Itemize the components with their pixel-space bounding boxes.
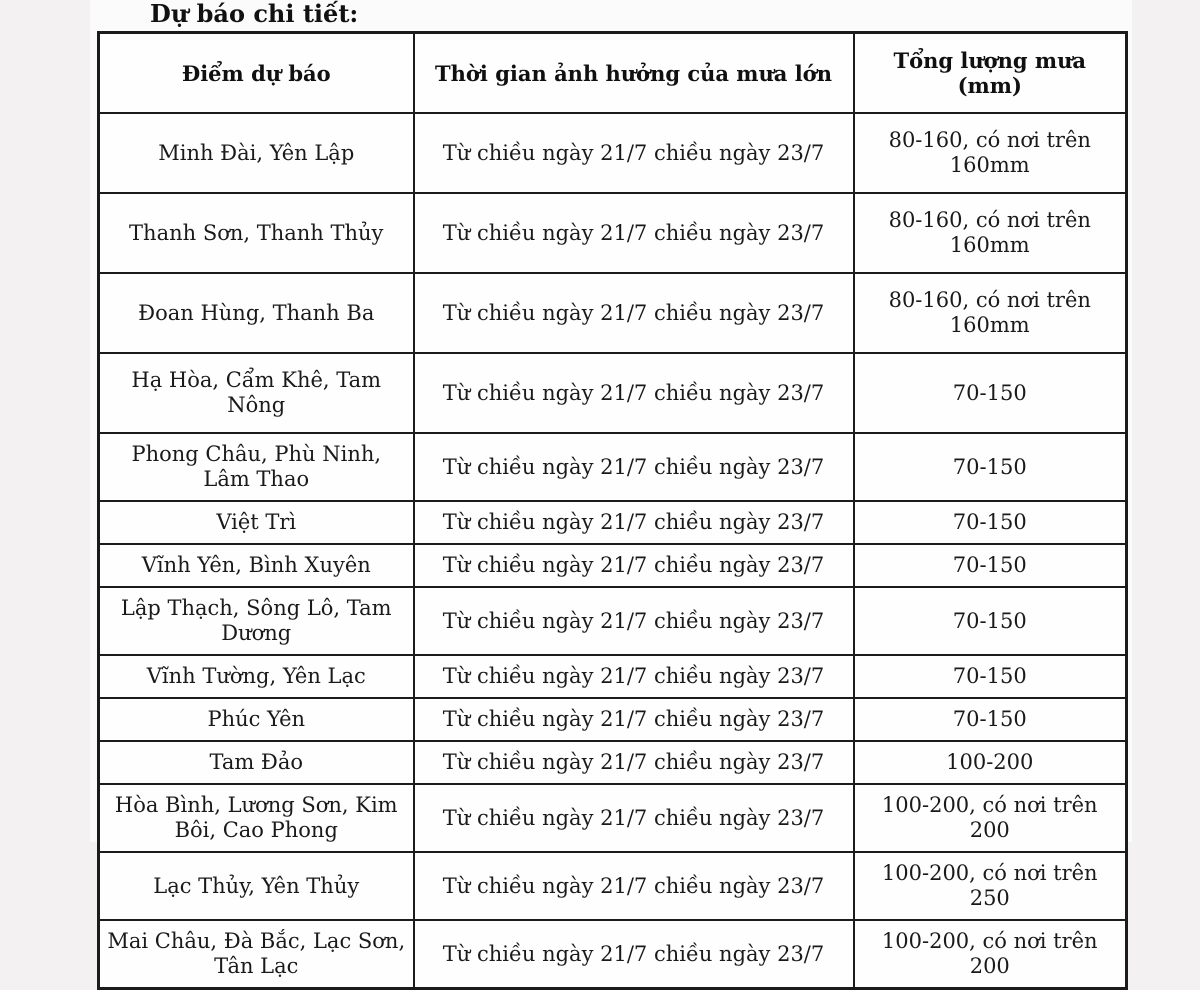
forecast-table-body (99, 113, 1127, 989)
time-cell: Từ chiều ngày 21/7 chiều ngày 23/7 (414, 698, 854, 741)
rainfall-cell: 70-150 (854, 587, 1127, 655)
rainfall-cell: 70-150 (854, 698, 1127, 741)
time-cell: Từ chiều ngày 21/7 chiều ngày 23/7 (414, 544, 854, 587)
location-cell: Đoan Hùng, Thanh Ba (99, 273, 414, 353)
table-row (99, 698, 1127, 741)
time-cell: Từ chiều ngày 21/7 chiều ngày 23/7 (414, 501, 854, 544)
table-row (99, 920, 1127, 989)
table-row (99, 587, 1127, 655)
time-cell: Từ chiều ngày 21/7 chiều ngày 23/7 (414, 655, 854, 698)
header-cell-location: Điểm dự báo (99, 33, 414, 114)
location-cell: Hòa Bình, Lương Sơn, Kim Bôi, Cao Phong (99, 784, 414, 852)
location-cell: Hạ Hòa, Cẩm Khê, Tam Nông (99, 353, 414, 433)
location-cell: Phúc Yên (99, 698, 414, 741)
location-cell: Vĩnh Tường, Yên Lạc (99, 655, 414, 698)
table-row (99, 113, 1127, 193)
rainfall-cell: 80-160, có nơi trên 160mm (854, 273, 1127, 353)
location-cell: Lập Thạch, Sông Lô, Tam Dương (99, 587, 414, 655)
location-cell: Tam Đảo (99, 741, 414, 784)
location-cell: Minh Đài, Yên Lập (99, 113, 414, 193)
header-row (99, 33, 1127, 114)
rainfall-cell: 70-150 (854, 353, 1127, 433)
table-row (99, 544, 1127, 587)
time-cell: Từ chiều ngày 21/7 chiều ngày 23/7 (414, 273, 854, 353)
location-cell: Phong Châu, Phù Ninh, Lâm Thao (99, 433, 414, 501)
table-row (99, 273, 1127, 353)
header-cell-rainfall: Tổng lượng mưa (mm) (854, 33, 1127, 114)
time-cell: Từ chiều ngày 21/7 chiều ngày 23/7 (414, 920, 854, 989)
rainfall-cell: 70-150 (854, 433, 1127, 501)
time-cell: Từ chiều ngày 21/7 chiều ngày 23/7 (414, 193, 854, 273)
location-cell: Vĩnh Yên, Bình Xuyên (99, 544, 414, 587)
table-row (99, 852, 1127, 920)
rainfall-cell: 70-150 (854, 655, 1127, 698)
table-row (99, 655, 1127, 698)
forecast-table (97, 31, 1128, 990)
rainfall-cell: 100-200, có nơi trên 250 (854, 852, 1127, 920)
page-title: Dự báo chi tiết: (150, 0, 359, 28)
time-cell: Từ chiều ngày 21/7 chiều ngày 23/7 (414, 852, 854, 920)
table-row (99, 193, 1127, 273)
time-cell: Từ chiều ngày 21/7 chiều ngày 23/7 (414, 784, 854, 852)
table-row (99, 501, 1127, 544)
time-cell: Từ chiều ngày 21/7 chiều ngày 23/7 (414, 353, 854, 433)
rainfall-cell: 100-200, có nơi trên 200 (854, 784, 1127, 852)
table-row (99, 741, 1127, 784)
rainfall-cell: 100-200 (854, 741, 1127, 784)
location-cell: Lạc Thủy, Yên Thủy (99, 852, 414, 920)
rainfall-cell: 80-160, có nơi trên 160mm (854, 113, 1127, 193)
time-cell: Từ chiều ngày 21/7 chiều ngày 23/7 (414, 113, 854, 193)
rainfall-cell: 100-200, có nơi trên 200 (854, 920, 1127, 989)
forecast-table-header (99, 33, 1127, 114)
time-cell: Từ chiều ngày 21/7 chiều ngày 23/7 (414, 741, 854, 784)
header-cell-time: Thời gian ảnh hưởng của mưa lớn (414, 33, 854, 114)
table-row (99, 353, 1127, 433)
time-cell: Từ chiều ngày 21/7 chiều ngày 23/7 (414, 433, 854, 501)
location-cell: Mai Châu, Đà Bắc, Lạc Sơn, Tân Lạc (99, 920, 414, 989)
location-cell: Thanh Sơn, Thanh Thủy (99, 193, 414, 273)
location-cell: Việt Trì (99, 501, 414, 544)
rainfall-cell: 70-150 (854, 544, 1127, 587)
time-cell: Từ chiều ngày 21/7 chiều ngày 23/7 (414, 587, 854, 655)
rainfall-cell: 70-150 (854, 501, 1127, 544)
table-row (99, 433, 1127, 501)
rainfall-cell: 80-160, có nơi trên 160mm (854, 193, 1127, 273)
